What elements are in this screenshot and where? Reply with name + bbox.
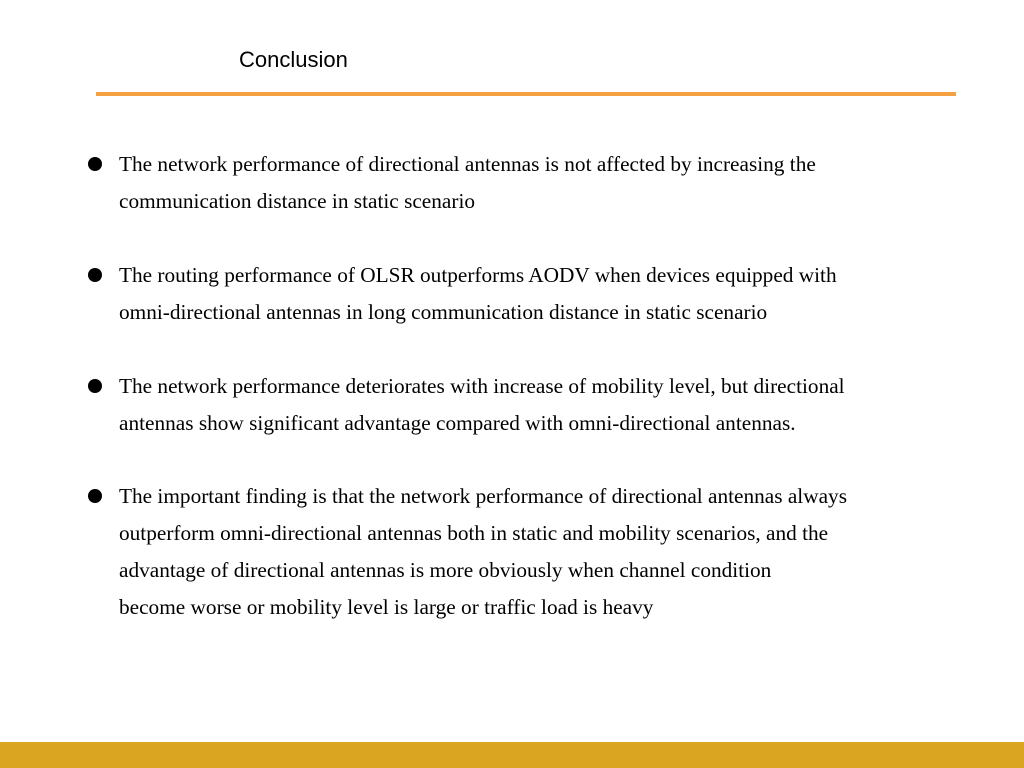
bullet-dot-icon xyxy=(88,379,102,393)
bullet-dot-icon xyxy=(88,489,102,503)
bullet-dot-icon xyxy=(88,268,102,282)
bullet-4-line-2: outperform omni-directional antennas both in static and mobility scenarios, and the xyxy=(119,521,829,545)
bullet-item-3 xyxy=(88,368,1008,442)
bullet-2-line-1: The routing performance of OLSR outperforms AODV when devices equipped with xyxy=(119,263,837,287)
bullet-text-2 xyxy=(119,257,1008,331)
bullet-text-4 xyxy=(119,478,1008,626)
bullet-4-line-1: The important finding is that the network performance of directional antennas always xyxy=(119,484,847,508)
bullet-4-line-3: advantage of directional antennas is more obviously when channel condition xyxy=(119,558,772,582)
bullet-4-line-4: become worse or mobility level is large or traffic load is heavy xyxy=(119,595,654,619)
bullet-item-2 xyxy=(88,257,1008,331)
bullet-item-1 xyxy=(88,146,1008,220)
bullet-1-line-2: communication distance in static scenario xyxy=(119,189,476,213)
footer-bar xyxy=(0,742,1024,768)
bullet-3-line-1: The network performance deteriorates with increase of mobility level, but directional xyxy=(119,374,845,398)
bullet-2-line-2: omni-directional antennas in long communication distance in static scenario xyxy=(119,300,768,324)
bullet-1-line-1: The network performance of directional antennas is not affected by increasing the xyxy=(119,152,816,176)
bullet-text-3 xyxy=(119,368,1008,442)
bullet-dot-icon xyxy=(88,157,102,171)
bullet-text-1 xyxy=(119,146,1008,220)
slide-title: Conclusion xyxy=(239,47,348,72)
bullet-3-line-2: antennas show significant advantage compared with omni-directional antennas. xyxy=(119,411,796,435)
bullet-item-4 xyxy=(88,478,1008,626)
